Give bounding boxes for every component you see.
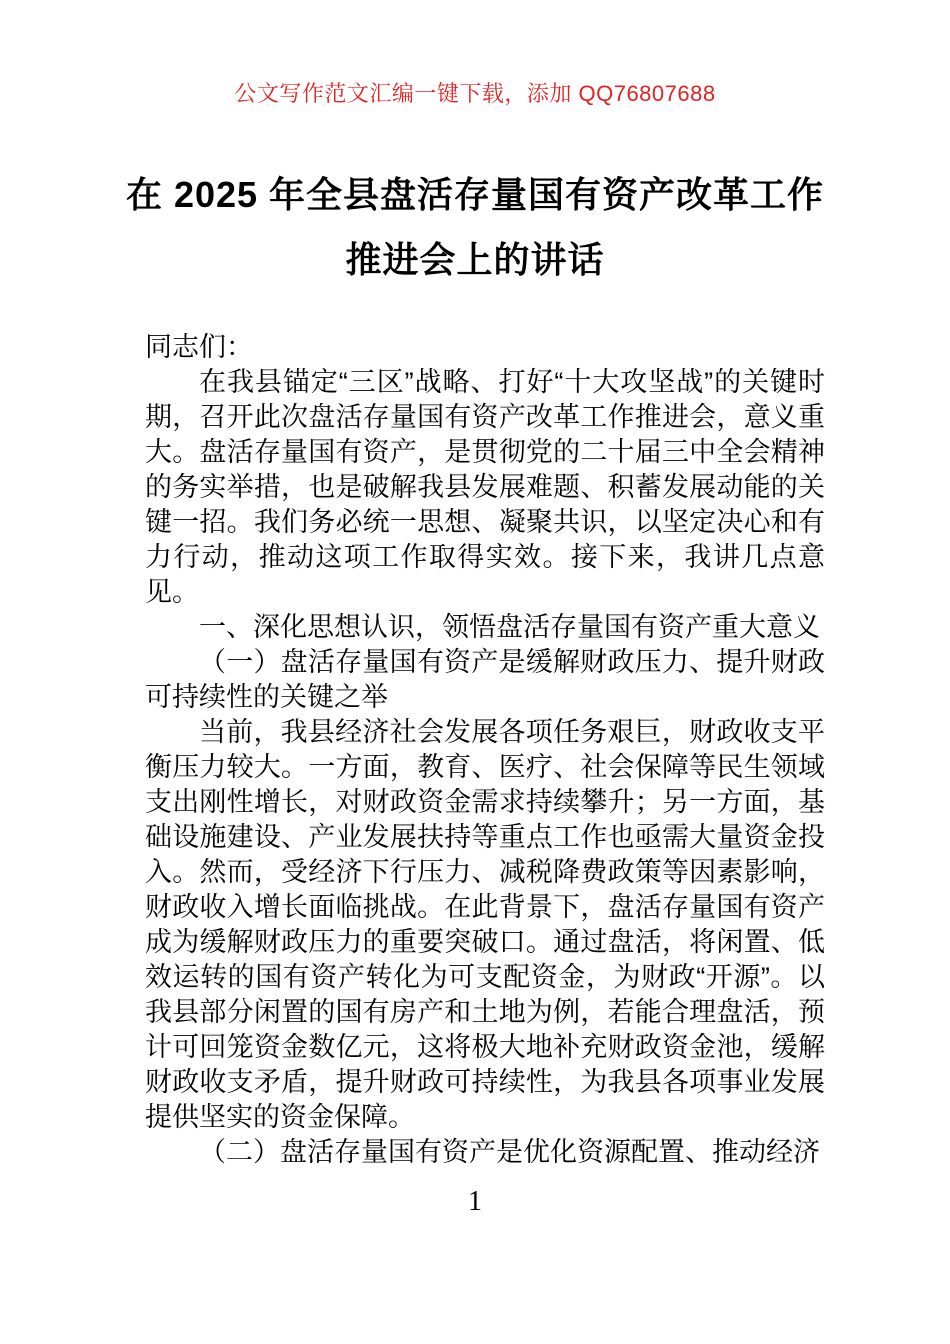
title-line-2: 推进会上的讲话 [345,239,605,280]
title-line-1: 在 2025 年全县盘活存量国有资产改革工作 [125,174,825,215]
promo-banner-text: 公文写作范文汇编一键下载，添加 QQ76807688 [234,81,716,106]
subsection-heading-1-2: （二）盘活存量国有资产是优化资源配置、推动经济 [199,1137,820,1167]
document-title [0,162,950,292]
body-paragraph-1: 当前，我县经济社会发展各项任务艰巨，财政收支平衡压力较大。一方面，教育、医疗、社会保障等民生领域支出刚性增长，对财政资金需求持续攀升；另一方面，基础设施建设、产业发展扶持等重点工作也亟需大量资金投入。然而，受经济下行压力、减税降费政策等因素影响，财政收入增长面临挑战。在此背景下，盘活存量国有资产成为缓解财政压力的重要突破口。通过盘活，将闲置、低效运转的国有资产转化为可支配资金，为财政“开源”。以我县部分闲置的国有房产和土地为例，若能合理盘活，预计可回笼资金数亿元，这将极大地补充财政资金池，缓解财政收支矛盾，提升财政可持续性，为我县各项事业发展提供坚实的资金保障。 [145,717,825,1132]
salutation: 同志们： [145,332,253,362]
subsection-heading-1-1: （一）盘活存量国有资产是缓解财政压力、提升财政可持续性的关键之举 [145,647,825,712]
document-body [145,330,825,1170]
intro-paragraph: 在我县锚定“三区”战略、打好“十大攻坚战”的关键时期，召开此次盘活存量国有资产改革工作推进会，意义重大。盘活存量国有资产，是贯彻党的二十届三中全会精神的务实举措，也是破解我县发展难题、积蓄发展动能的关键一招。我们务必统一思想、凝聚共识，以坚定决心和有力行动，推动这项工作取得实效。接下来，我讲几点意见。 [145,367,825,607]
section-heading-1: 一、深化思想认识，领悟盘活存量国有资产重大意义 [199,612,820,642]
page-number: 1 [468,1186,482,1217]
